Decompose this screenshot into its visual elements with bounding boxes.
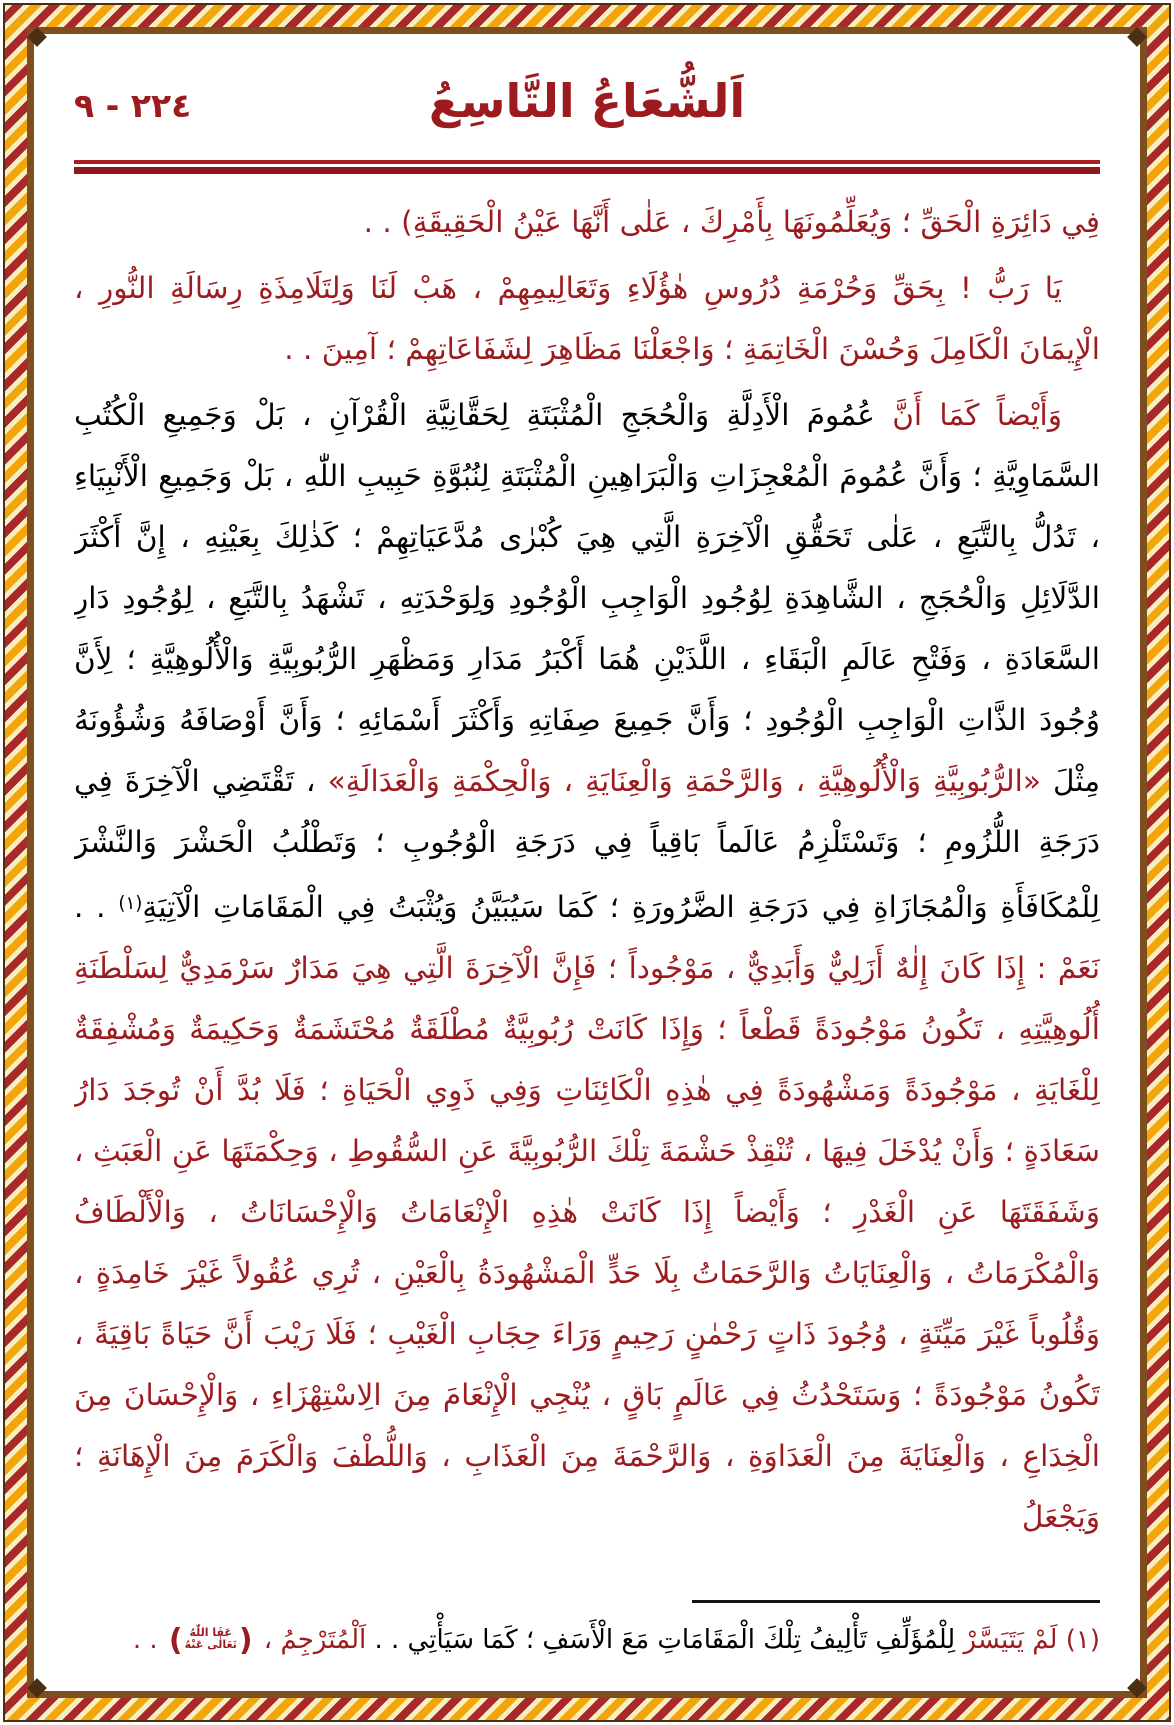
text-run: وَأَيْضاً كَمَا أَنَّ [874, 398, 1062, 432]
page-content [34, 34, 1140, 1691]
body-text [74, 192, 1100, 1553]
text-run: يَا رَبُّ ! بِحَقِّ وَحُرْمَةِ دُرُوسِ هٰؤُلَاءِ وَتَعَالِيمِهِمْ ، هَبْ لَنَا وَلِتَلَامِذَةِ رِسَالَةِ النُّورِ ، الْإِيمَانَ الْكَامِلَ وَحُسْنَ الْخَاتِمَةِ ؛ وَاجْعَلْنَا مَظَاهِرَ لِشَفَاعَاتِهِمْ ؛ آمِينَ . . [74, 271, 1100, 366]
text-run: . . [132, 1625, 166, 1655]
paragraph [74, 385, 1100, 1548]
text-run: ، تَقْتَضِي الْآخِرَةَ فِي دَرَجَةِ اللُّزُومِ ؛ وَتَسْتَلْزِمُ عَالَماً بَاقِياً فِي دَرَجَةِ الْوُجُوبِ ؛ وَتَطْلُبُ الْحَشْرَ وَالنَّشْرَ لِلْمُكَافَأَةِ وَالْمُجَازَاةِ فِي دَرَجَةِ الضَّرُورَةِ ؛ كَمَا سَيُبَيَّنُ وَيُثْبَتُ فِي الْمَقَامَاتِ الْآتِيَةِ [74, 764, 1100, 924]
text-run: «الرُّبُوبِيَّةِ وَالْأُلُوهِيَّةِ ، وَالرَّحْمَةِ وَالْعِنَايَةِ ، وَالْحِكْمَةِ وَالْعَدَالَةِ» [327, 764, 1041, 798]
paragraph [74, 258, 1100, 380]
text-run: اَلْمُتَرْجِمُ ، [255, 1625, 367, 1655]
text-run: نَعَمْ : إِذَا كَانَ إِلٰهٌ أَزَلِيٌّ وَأَبَدِيٌّ ، مَوْجُوداً ؛ فَإِنَّ الْآخِرَةَ الَّتِي هِيَ مَدَارٌ سَرْمَدِيٌّ لِسَلْطَنَةِ أُلُوهِيَّتِهِ ، تَكُونُ مَوْجُودَةً قَطْعاً ؛ وَإِذَا كَانَتْ رُبُوبِيَّةٌ مُطْلَقَةٌ مُحْتَشَمَةٌ وَحَكِيمَةٌ وَمُشْفِقَةٌ لِلْغَايَةِ ، مَوْجُودَةً وَمَشْهُودَةً فِي هٰذِهِ الْكَائِنَاتِ وَفِي ذَوِي الْحَيَاةِ ؛ فَلَا بُدَّ أَنْ تُوجَدَ دَارُ سَعَادَةٍ ؛ وَأَنْ يُدْخَلَ فِيهَا ، تُنْقِذْ حَشْمَةَ تِلْكَ الرُّبُوبِيَّةَ عَنِ السُّقُوطِ ، وَحِكْمَتَهَا عَنِ الْعَبَثِ ، وَشَفَقَتَهَا عَنِ الْغَدْرِ ؛ وَأَيْضاً إِذَا كَانَتْ هٰذِهِ الْإِنْعَامَاتُ وَالْإِحْسَانَاتُ ، وَالْأَلْطَافُ وَالْمُكْرَمَاتُ ، وَالْعِنَايَاتُ وَالرَّحَمَاتُ بِلَا حَدٍّ الْمَشْهُودَةُ بِالْعَيْنِ ، تُرِي عُقُولاً غَيْرَ خَامِدَةٍ ، وَقُلُوباً غَيْرَ مَيِّتَةٍ ، وُجُودَ ذَاتٍ رَحْمٰنٍ رَحِيمٍ وَرَاءَ حِجَابِ الْغَيْبِ ؛ فَلَا رَيْبَ أَنَّ حَيَاةً بَاقِيَةً ، تَكُونُ مَوْجُودَةً ؛ وَسَتَحْدُثُ فِي عَالَمٍ بَاقٍ ، يُنْجِي الْإِنْعَامَ مِنَ الِاسْتِهْزَاءِ ، وَالْإِحْسَانَ مِنَ الْخِدَاعِ ، وَالْعِنَايَةَ مِنَ الْعَدَاوَةِ ، وَالرَّحْمَةَ مِنَ الْعَذَابِ ، وَاللُّطْفَ وَالْكَرَمَ مِنَ الْإِهَانَةِ ؛ وَيَجْعَلُ [74, 951, 1100, 1534]
footnote-area [74, 1600, 1100, 1661]
text-run: فِي دَائِرَةِ الْحَقِّ ؛ وَيُعَلِّمُونَهَا بِأَمْرِكَ ، عَلٰى أَنَّهَا عَيْنُ الْحَقِيقَةِ) . . [363, 205, 1100, 239]
footnote-separator [692, 1600, 1100, 1603]
text-run: لِلْمُؤَلِّفِ تَأْلِيفُ تِلْكَ الْمَقَامَاتِ مَعَ الْأَسَفِ ؛ كَمَا سَيَأْتِي . . [366, 1625, 956, 1655]
page-header [74, 46, 1100, 150]
page-number: ٢٢٤ - ٩ [74, 86, 192, 125]
inner-frame [27, 27, 1147, 1698]
page-title: اَلشُّعَاعُ التَّاسِعُ [428, 74, 746, 128]
translator-seal: ( عَفَا اللّٰهُ تَعَالٰى عَنْهُ ) [168, 1622, 253, 1658]
footnote-marker: (١) [118, 893, 143, 914]
text-run: . . [74, 890, 119, 924]
footnote [74, 1619, 1100, 1661]
text-run: (١) لَمْ يَتَيَسَّرْ [955, 1625, 1100, 1655]
paragraph [74, 192, 1100, 253]
text-run: عُمُومَ الْأَدِلَّةِ وَالْحُجَجِ الْمُثْبَتَةِ لِحَقَّانِيَّةِ الْقُرْآنِ ، بَلْ وَجَمِيعِ الْكُتُبِ السَّمَاوِيَّةِ ؛ وَأَنَّ عُمُومَ الْمُعْجِزَاتِ وَالْبَرَاهِينِ الْمُثْبَتَةِ لِنُبُوَّةِ حَبِيبِ اللّٰهِ ، بَلْ وَجَمِيعِ الْأَنْبِيَاءِ ، تَدُلُّ بِالتَّبَعِ ، عَلٰى تَحَقُّقِ الْآخِرَةِ الَّتِي هِيَ كُبْرٰى مُدَّعَيَاتِهِمْ ؛ كَذٰلِكَ بِعَيْنِهِ ، إِنَّ أَكْثَرَ الدَّلَائِلِ وَالْحُجَجِ ، الشَّاهِدَةِ لِوُجُودِ الْوَاجِبِ الْوُجُودِ وَلِوَحْدَتِهِ ، تَشْهَدُ بِالتَّبَعِ ، لِوُجُودِ دَارِ السَّعَادَةِ ، وَفَتْحِ عَالَمِ الْبَقَاءِ ، اللَّذَيْنِ هُمَا أَكْبَرُ مَدَارِ وَمَظْهَرِ الرُّبُوبِيَّةِ وَالْأُلُوهِيَّةِ ؛ لِأَنَّ وُجُودَ الذَّاتِ الْوَاجِبِ الْوُجُودِ ؛ وَأَنَّ جَمِيعَ صِفَاتِهِ وَأَكْثَرَ أَسْمَائِهِ ؛ وَأَنَّ أَوْصَافَهُ وَشُؤُونَهُ مِثْلَ [74, 398, 1100, 798]
header-rule [74, 160, 1100, 174]
